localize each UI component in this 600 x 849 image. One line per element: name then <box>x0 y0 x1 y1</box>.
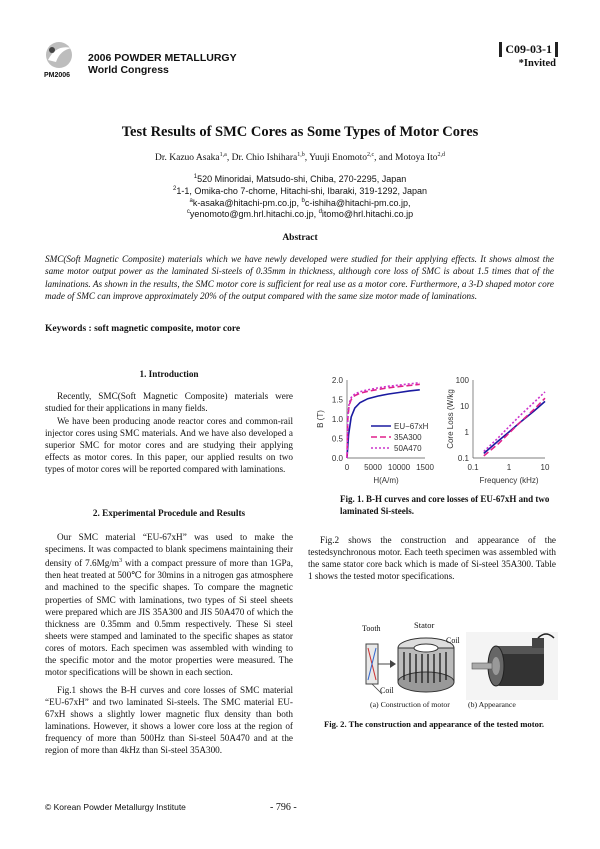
keywords: Keywords : soft magnetic composite, motor core <box>45 324 241 334</box>
legend-label: EU−67xH <box>394 422 429 431</box>
procedure-paragraph: Our SMC material “EU-67xH” was used to make the specimens. It was compacted to blank specimens maintaining their density of $7.6Mg/m^3$ with a compact pressure of more than 1GPa, then heat treated at 500℃ for 30mins in a nitrogen gas atmosphere and machined to the specific shapes. To compare the magnetic properties of SMC with laminations, two types of Si steel sheets were prepared which are JIS 35A300 and JIS 50A470 of which the thickness are 0.35mm and 0.5mm respectively. These Si steel sheets were stamped and laminated to the specific shapes as stator cores of motors. Each specimen was assembled with winding to the specific motor and the motor properties were measured. The motor specifications will be shown in each section. <box>45 532 293 678</box>
chart1-y-tick: 0.5 <box>331 434 343 444</box>
affiliation-2: $^2$1-1, Omika-cho 7-chome, Hitachi-shi, Ibaraki, 319-1292, Japan <box>173 186 427 196</box>
chart1-y-tick: 1.5 <box>331 395 343 405</box>
fig2-sub-b: (b) Appearance <box>468 700 516 709</box>
conference-subtitle: World Congress <box>88 64 169 76</box>
fig2-caption: Fig. 2. The construction and appearance of the tested motor. <box>323 719 545 729</box>
paper-title: Test Results of SMC Cores as Some Types of Motor Cores <box>121 124 479 140</box>
fig1-caption: Fig. 1. B-H curves and core losses of EU-67xH and two laminated Si-steels. <box>340 494 550 516</box>
tooth-label: Tooth <box>362 624 381 633</box>
legend-label: 35A300 <box>394 433 422 442</box>
stator-label: Stator <box>414 620 435 630</box>
page-number: - 796 - <box>270 802 297 813</box>
affiliation-1: $^1$520 Minoridai, Matsudo-shi, Chiba, 270-2295, Japan <box>193 174 407 184</box>
chart1-x-tick: 10000 <box>387 463 411 472</box>
chart1-x-label: H(A/m) <box>373 476 399 485</box>
abstract-text: SMC(Soft Magnetic Composite) materials which we have newly developed were studied for their applying effects. It shows almost the same motor output power as the laminated Si-steels of 0.35mm in thickness, although core loss of SMC is about 1.5 times that of the laminations. As shown in the results, the SMC motor core is sufficient for real use as a motor core. Furthermore, a 3-D shaped motor core made of SMC can improve approximately 20% of the output compared with the same size motor made of laminations. <box>45 254 554 301</box>
legend-label: 50A470 <box>394 444 422 453</box>
motor-appearance-photo <box>466 632 558 700</box>
intro-paragraph-1: Recently, SMC(Soft Magnetic Composite) materials were studied for their applications in many fields. <box>45 391 293 414</box>
fig1-charts <box>305 372 560 490</box>
intro-paragraph-2: We have been producing anode reactor cores and common-rail injector cores using SMC materials. And we have also developed a superior SMC for motor cores and are studying their applying effects as motor cores. In this paper, our applied results on two types of motor cores will be reported compared with laminations. <box>45 416 293 475</box>
paper-code: C09-03-1 <box>499 42 558 57</box>
chart1-y-tick: 1.0 <box>331 415 343 424</box>
chart1-y-label: B (T) <box>316 410 325 428</box>
chart2-y-tick: 10 <box>460 402 469 411</box>
chart2-series-50a470 <box>484 392 545 452</box>
author-list: Dr. Kazuo Asaka$^{1,a}$, Dr. Chio Ishihara$^{1,b}$, Yuuji Enomoto$^{2,c}$, and Motoya Ito$^{2,d}$ <box>155 152 445 164</box>
fig2-sub-a: (a) Construction of motor <box>370 700 450 709</box>
chart2-y-tick: 100 <box>455 376 469 385</box>
chart2-y-label: Core Loss (W/kg <box>446 389 455 449</box>
chart1-y-tick: 0.0 <box>331 454 343 463</box>
logo-text: PM2006 <box>44 72 71 79</box>
results-paragraph: Fig.1 shows the B-H curves and core losses of SMC material “EU-67xH” and two laminated Si-steels. The SMC material EU-67xH shows a slightly lower magnetic flux density than both laminations. However, it shows a lower core loss at the region of frequency of more than 500Hz than Si-steel 50A470 and at the region of more than 4kHz than Si-steel 35A300. <box>45 685 293 756</box>
chart2-x-tick: 10 <box>540 463 550 472</box>
abstract-heading: Abstract <box>282 233 318 243</box>
invited-label: *Invited <box>518 58 556 69</box>
chart1-x-tick: 5000 <box>364 463 382 472</box>
conference-name: 2006 POWDER METALLURGY <box>88 52 237 64</box>
chart1-y-tick: 2.0 <box>331 376 343 385</box>
section-1-heading: 1. Introduction <box>139 369 199 379</box>
chart2-y-tick: 1 <box>464 428 469 437</box>
chart2-x-label: Frequency (kHz) <box>479 476 539 485</box>
email-line-1: $^a$k-asaka@hitachi-pm.co.jp, $^b$c-ishiha@hitachi-pm.co.jp, <box>189 198 411 208</box>
chart1-x-tick: 1500 <box>416 463 434 472</box>
chart2-y-tick: 0.1 <box>457 454 469 463</box>
chart2-x-tick: 1 <box>506 463 512 472</box>
chart1-x-tick: 0 <box>344 463 350 472</box>
coil-label-bottom: Coil <box>380 686 394 695</box>
email-line-2: $^c$yenomoto@gm.hrl.hitachi.co.jp, $^d$itomo@hrl.hitachi.co.jp <box>186 209 414 219</box>
coil-label-top: Coil <box>446 636 460 645</box>
chart2-x-tick: 0.1 <box>467 463 479 472</box>
pm2006-logo <box>42 40 78 74</box>
copyright: © Korean Powder Metallurgy Institute <box>45 802 186 812</box>
fig2-description: Fig.2 shows the construction and appearance of the testedsynchronous motor. Each teeth specimen was assembled with the same stator core back which is made of Si-steel 35A300. Table 1 shows the tested motor specifications. <box>308 535 556 582</box>
section-2-heading: 2. Experimental Procedule and Results <box>92 508 246 518</box>
